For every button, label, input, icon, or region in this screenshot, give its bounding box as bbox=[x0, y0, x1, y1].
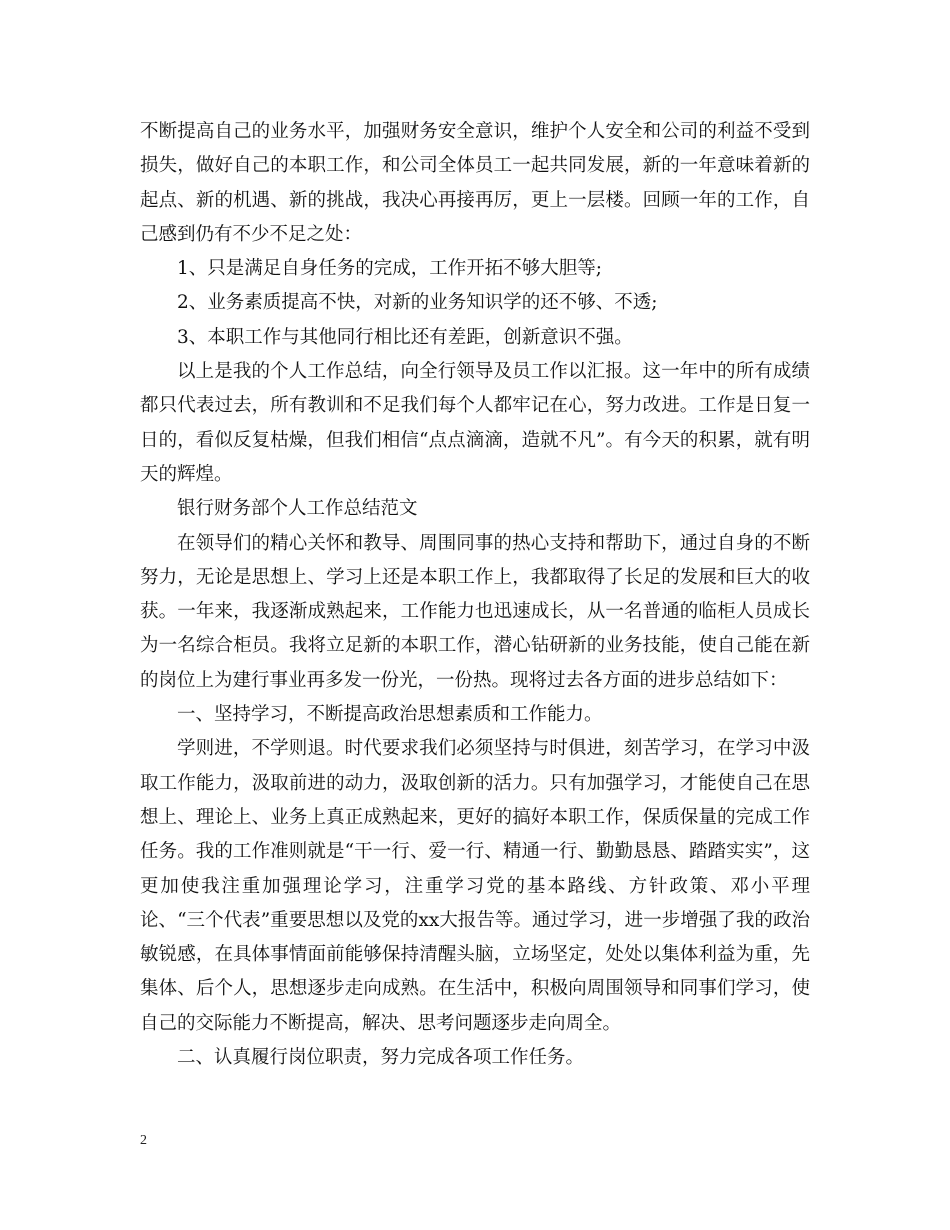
heading-part-two: 二、认真履行岗位职责，努力完成各项工作任务。 bbox=[177, 1047, 585, 1069]
paragraph-study: 学则进，不学则退。时代要求我们必须坚持与时俱进，刻苦学习，在学习中汲取工作能力，汲取前进的动力，汲取创新的活力。只有加强学习，才能使自己在思想上、理论上、业务上真正成熟起来，更好的搞好本职工作，保质保量的完成工作任务。我的工作准则就是“干一行、爱一行、精通一行、勤勤恳恳、踏踏实实”，这更加使我注重加强理论学习，注重学习党的基本路线、方针政策、邓小平理论、“三个代表”重要思想以及党的xx大报告等。通过学习，进一步增强了我的政治敏锐感，在具体事情面前能够保持清醒头脑，立场坚定，处处以集体利益为重，先集体、后个人，思想逐步走向成熟。在生活中，积极向周围领导和同事们学习，使自己的交际能力不断提高，解决、思考问题逐步走向周全。 bbox=[140, 738, 810, 1034]
section-title: 银行财务部个人工作总结范文 bbox=[177, 498, 418, 520]
paragraph-intro: 在领导们的精心关怀和教导、周围同事的热心支持和帮助下，通过自身的不断努力，无论是思想上、学习上还是本职工作上，我都取得了长足的发展和巨大的收获。一年来，我逐渐成熟起来，工作能力也迅速成长，从一名普通的临柜人员成长为一名综合柜员。我将立足新的本职工作，潜心钻研新的业务技能，使自己能在新的岗位上为建行事业再多发一份光，一份热。现将过去各方面的进步总结如下： bbox=[140, 532, 810, 691]
heading-part-one: 一、坚持学习，不断提高政治思想素质和工作能力。 bbox=[177, 704, 603, 726]
list-item-shortcoming-2: 2、业务素质提高不快，对新的业务知识学的还不够、不透; bbox=[177, 292, 658, 314]
list-item-shortcoming-3: 3、本职工作与其他同行相比还有差距，创新意识不强。 bbox=[177, 326, 633, 348]
paragraph-continuation: 不断提高自己的业务水平，加强财务安全意识，维护个人安全和公司的利益不受到损失，做好自己的本职工作，和公司全体员工一起共同发展，新的一年意味着新的起点、新的机遇、新的挑战，我决心再接再厉，更上一层楼。回顾一年的工作，自己感到仍有不少不足之处： bbox=[140, 121, 810, 245]
paragraph-conclusion: 以上是我的个人工作总结，向全行领导及员工作以汇报。这一年中的所有成绩都只代表过去，所有教训和不足我们每个人都牢记在心，努力改进。工作是日复一日的，看似反复枯燥，但我们相信“点点滴滴，造就不凡”。有今天的积累，就有明天的辉煌。 bbox=[140, 361, 810, 485]
document-body bbox=[140, 115, 810, 1075]
list-item-shortcoming-1: 1、只是满足自身任务的完成，工作开拓不够大胆等; bbox=[177, 258, 603, 280]
page-number: 2 bbox=[140, 1133, 147, 1148]
